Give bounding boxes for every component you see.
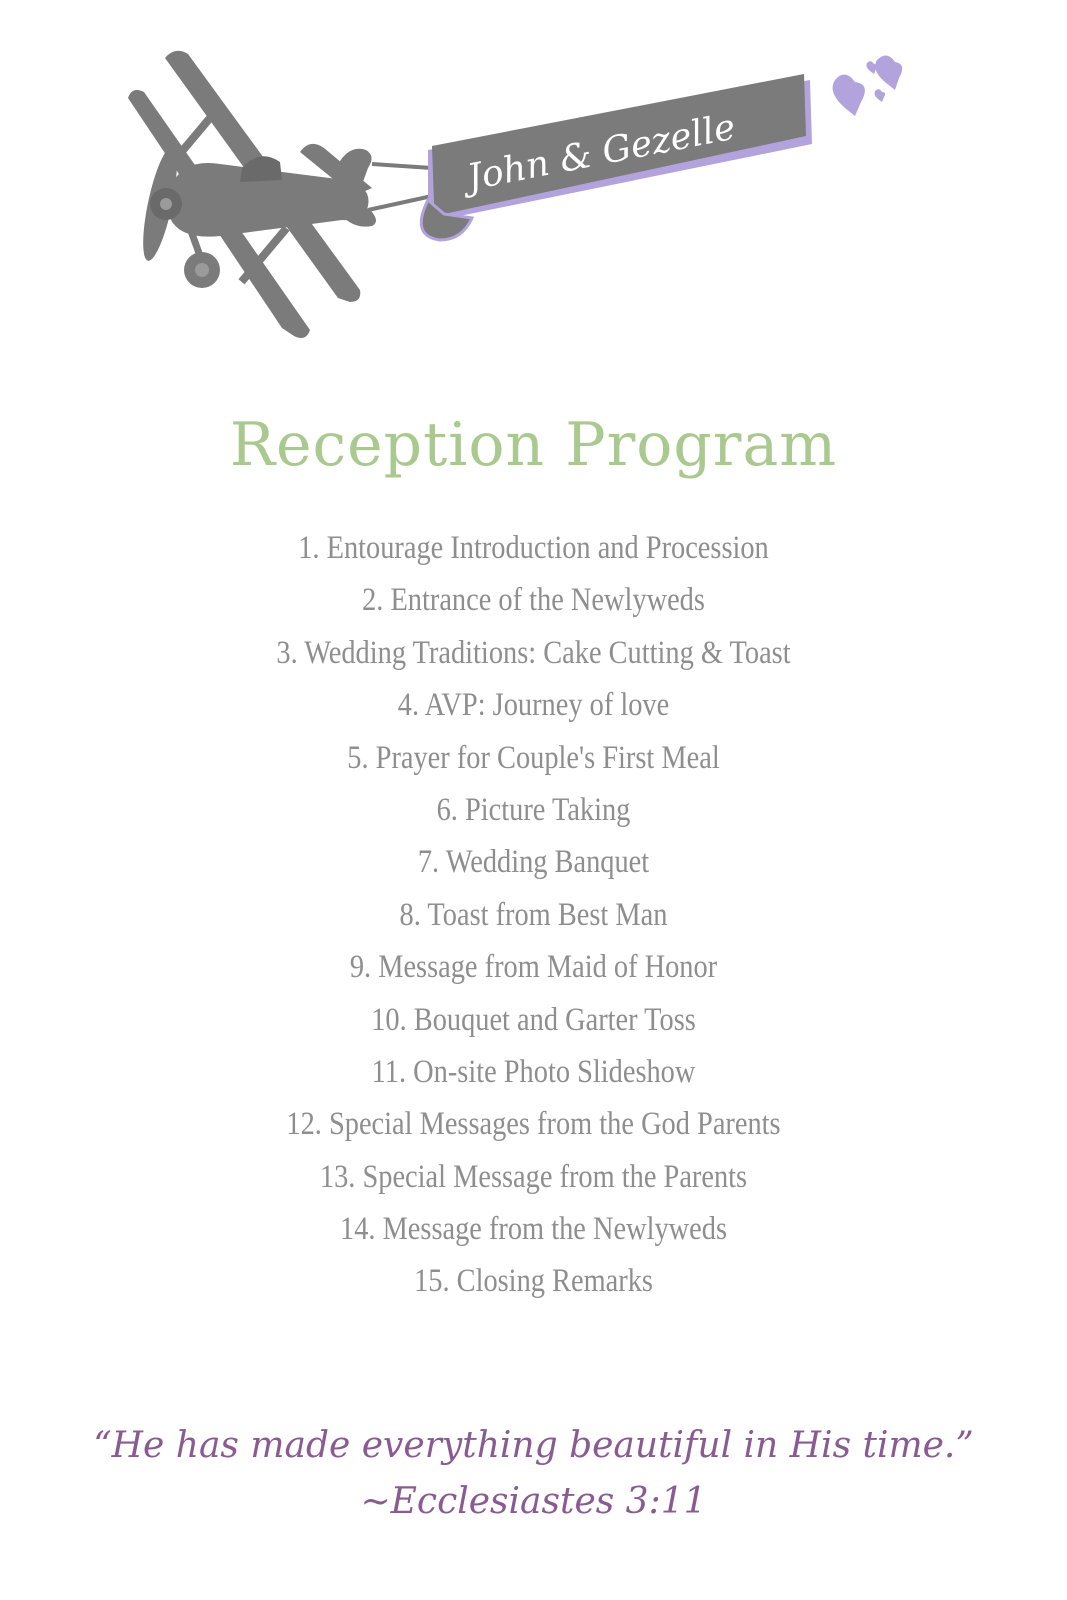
- banner-names: John & Gezelle: [463, 106, 739, 199]
- program-item: 9. Message from Maid of Honor: [349, 949, 718, 986]
- program-item: 15. Closing Remarks: [414, 1263, 653, 1300]
- program-item: 14. Message from the Newlyweds: [340, 1211, 727, 1248]
- program-item: 12. Special Messages from the God Parents: [286, 1106, 781, 1143]
- names-banner: [421, 74, 812, 240]
- page-title: Reception Program: [229, 410, 838, 480]
- quote-text: “He has made everything beautiful in His time.”: [93, 1425, 974, 1466]
- program-item: 6. Picture Taking: [436, 791, 631, 828]
- program-item: 13. Special Message from the Parents: [319, 1158, 748, 1195]
- quote-block: [0, 1418, 1067, 1530]
- program-item: 11. On-site Photo Slideshow: [371, 1053, 696, 1090]
- program-item: 7. Wedding Banquet: [417, 844, 650, 881]
- tow-lines: [368, 164, 432, 210]
- program-item: 8. Toast from Best Man: [399, 896, 668, 933]
- program-item: 5. Prayer for Couple's First Meal: [347, 739, 720, 776]
- program-item: 2. Entrance of the Newlyweds: [362, 582, 705, 619]
- quote-source: ~Ecclesiastes 3:11: [360, 1481, 707, 1522]
- header-illustration: [110, 40, 940, 360]
- program-item: 4. AVP: Journey of love: [397, 687, 670, 724]
- program-item: 3. Wedding Traditions: Cake Cutting & Toast: [276, 634, 791, 671]
- program-item: 1. Entourage Introduction and Procession: [298, 530, 769, 566]
- program-list: [0, 522, 1067, 1308]
- biplane-icon: [128, 51, 376, 338]
- hearts-icon: [833, 55, 903, 116]
- program-item: 10. Bouquet and Garter Toss: [371, 1001, 696, 1038]
